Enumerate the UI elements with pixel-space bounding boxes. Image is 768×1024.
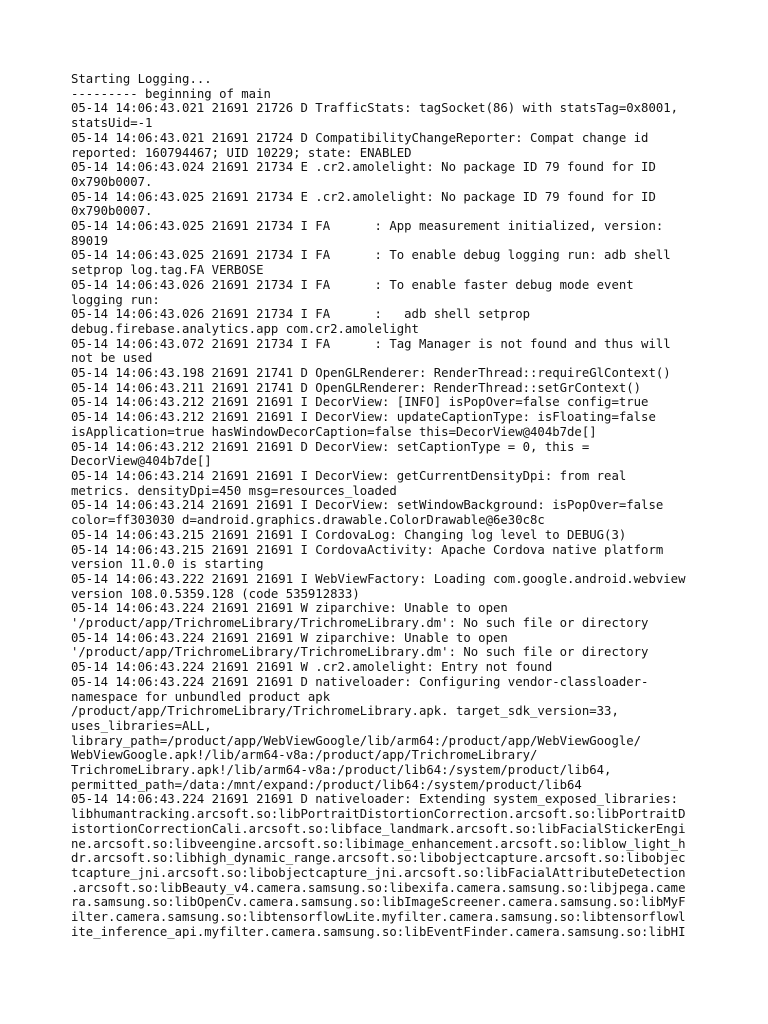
log-entry: 05-14 14:06:43.212 21691 21691 D DecorView: setCaptionType = 0, this = DecorView@404b7de[] [71, 439, 590, 469]
log-entry: 05-14 14:06:43.025 21691 21734 I FA : To enable debug logging run: adb shell setprop log.tag.FA VERBOSE [71, 248, 671, 278]
log-entry: 05-14 14:06:43.021 21691 21726 D TrafficStats: tagSocket(86) with statsTag=0x8001, statsUid=-1 [71, 101, 679, 131]
log-line-separator: --------- beginning of main [71, 86, 271, 101]
log-entry: 05-14 14:06:43.224 21691 21691 W ziparchive: Unable to open '/product/app/TrichromeLibrary/TrichromeLibrary.dm': No such file or directory [71, 601, 649, 631]
log-entry: 05-14 14:06:43.026 21691 21734 I FA : adb shell setprop debug.firebase.analytics.app com.cr2.amolelight [71, 307, 531, 336]
log-entry: 05-14 14:06:43.224 21691 21691 W ziparchive: Unable to open '/product/app/TrichromeLibrary/TrichromeLibrary.dm': No such file or directory [71, 630, 649, 660]
log-entry: 05-14 14:06:43.224 21691 21691 D nativeloader: Configuring vendor-classloader- namespace for unbundled product apk /product/app/TrichromeLibrary/TrichromeLibrary.apk. target_sdk_version=33, uses_libraries=ALL, library_path=/product/app/WebViewGoogle/lib/arm64:/product/app/WebViewGoogle/ WebViewGoogle.apk!/lib/arm64-v8a:/product/app/TrichromeLibrary/ TrichromeLibrary.apk!/lib/arm64-v8a:/product/lib64:/system/product/lib64, permitted_path=/data:/mnt/expand:/product/lib64:/system/product/lib64 [71, 674, 649, 792]
log-entry: 05-14 14:06:43.222 21691 21691 I WebViewFactory: Loading com.google.android.webview version 108.0.5359.128 (code 535912833) [71, 571, 686, 601]
log-entry: 05-14 14:06:43.021 21691 21724 D CompatibilityChangeReporter: Compat change id reported: 160794467; UID 10229; state: ENABLED [71, 130, 649, 160]
log-entry: 05-14 14:06:43.212 21691 21691 I DecorView: [INFO] isPopOver=false config=true [71, 395, 649, 410]
log-entry: 05-14 14:06:43.215 21691 21691 I CordovaLog: Changing log level to DEBUG(3) [71, 527, 627, 542]
log-entry: 05-14 14:06:43.025 21691 21734 I FA : App measurement initialized, version: 89019 [71, 219, 664, 248]
log-entry: 05-14 14:06:43.025 21691 21734 E .cr2.amolelight: No package ID 79 found for ID 0x790b0007. [71, 189, 656, 219]
log-entry: 05-14 14:06:43.212 21691 21691 I DecorView: updateCaptionType: isFloating=false isApplication=true hasWindowDecorCaption=false this=DecorView@404b7de[] [71, 410, 656, 439]
log-entry: 05-14 14:06:43.211 21691 21741 D OpenGLRenderer: RenderThread::setGrContext() [71, 380, 642, 395]
log-entry: 05-14 14:06:43.024 21691 21734 E .cr2.amolelight: No package ID 79 found for ID 0x790b0007. [71, 160, 656, 189]
log-line-starting: Starting Logging... [71, 72, 212, 86]
log-entry: 05-14 14:06:43.214 21691 21691 I DecorView: setWindowBackground: isPopOver=false color=ff303030 d=android.graphics.drawable.ColorDrawable@6e30c8c [71, 498, 664, 528]
log-entry: 05-14 14:06:43.026 21691 21734 I FA : To enable faster debug mode event logging run: [71, 277, 634, 307]
log-entry: 05-14 14:06:43.214 21691 21691 I DecorView: getCurrentDensityDpi: from real metrics. densityDpi=450 msg=resources_loaded [71, 468, 627, 498]
log-entry: 05-14 14:06:43.224 21691 21691 D nativeloader: Extending system_exposed_libraries: libhumantracking.arcsoft.so:libPortraitDistortionCorrection.arcsoft.so:libPortraitD istortionCorrectionCali.arcsoft.so:libface_landmark.arcsoft.so:libFacialStickerEngi ne.arcsoft.so:libveengine.arcsoft.so:libimage_enhancement.arcsoft.so:liblow_light_h dr.arcsoft.so:libhigh_dynamic_range.arcsoft.so:libobjectcapture.arcsoft.so:libobjec tcapture_jni.arcsoft.so:libobjectcapture_jni.arcsoft.so:libFacialAttributeDetection .arcsoft.so:libBeauty_v4.camera.samsung.so:libexifa.camera.samsung.so:libjpega.came ra.samsung.so:libOpenCv.camera.samsung.so:libImageScreener.camera.samsung.so:libMyF ilter.camera.samsung.so:libtensorflowLite.myfilter.camera.samsung.so:libtensorflowl ite_inference_api.myfilter.camera.samsung.so:libEventFinder.camera.samsung.so:libHI [71, 792, 686, 939]
log-document [71, 72, 701, 939]
log-entry: 05-14 14:06:43.198 21691 21741 D OpenGLRenderer: RenderThread::requireGlContext() [71, 366, 671, 381]
log-entry: 05-14 14:06:43.224 21691 21691 W .cr2.amolelight: Entry not found [71, 660, 553, 675]
log-entry: 05-14 14:06:43.072 21691 21734 I FA : Tag Manager is not found and thus will not be used [71, 336, 671, 366]
log-entry: 05-14 14:06:43.215 21691 21691 I CordovaActivity: Apache Cordova native platform version 11.0.0 is starting [71, 542, 664, 572]
